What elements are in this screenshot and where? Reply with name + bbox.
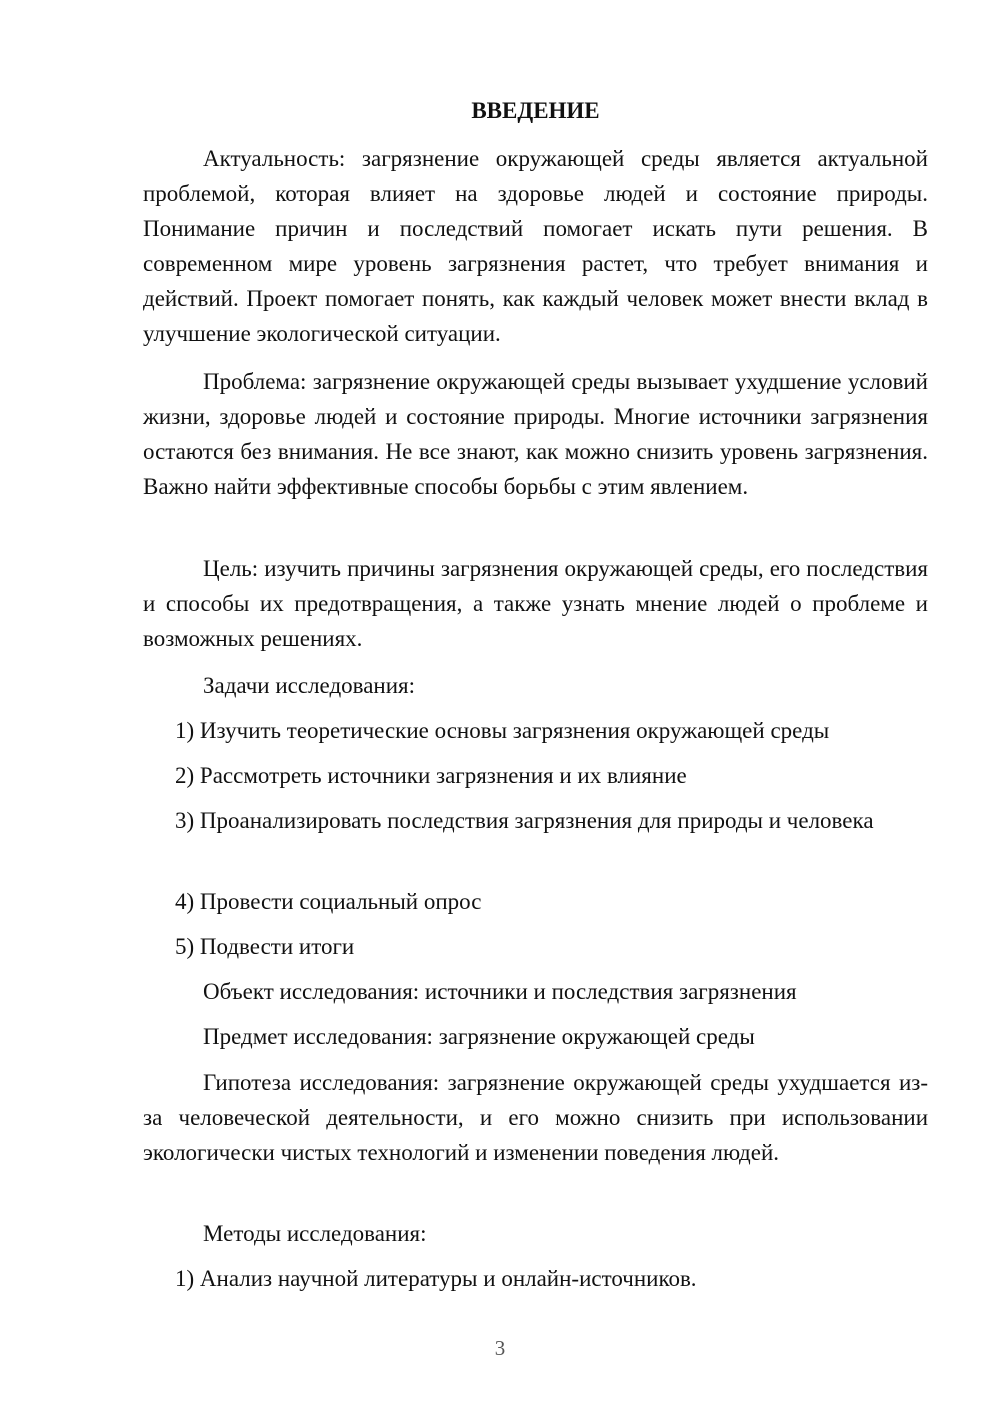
task-item-5: 5) Подвести итоги: [175, 934, 355, 959]
tasks-heading: Задачи исследования:: [203, 673, 416, 698]
problem-paragraph: Проблема: загрязнение окружающей среды вызывает ухудшение условий жизни, здоровье людей и состояние природы. Многие источники загрязнения остаются без внимания. Не все знают, как можно снизить уровень загрязнения. Важно найти эффективные способы борьбы с этим явлением.: [143, 369, 928, 499]
task-item-2: 2) Рассмотреть источники загрязнения и их влияние: [175, 763, 687, 788]
goal-paragraph: Цель: изучить причины загрязнения окружающей среды, его последствия и способы их предотвращения, а также узнать мнение людей о проблеме и возможных решениях.: [143, 556, 928, 651]
object-paragraph: Объект исследования: источники и последствия загрязнения: [203, 979, 797, 1004]
hypothesis-paragraph: Гипотеза исследования: загрязнение окружающей среды ухудшается из-за человеческой деятельности, и его можно снизить при использовании экологически чистых технологий и изменении поведения людей.: [143, 1070, 928, 1165]
subject-paragraph: Предмет исследования: загрязнение окружающей среды: [203, 1024, 755, 1049]
task-item-1: 1) Изучить теоретические основы загрязнения окружающей среды: [175, 718, 830, 743]
methods-heading: Методы исследования:: [203, 1221, 427, 1246]
page-title: ВВЕДЕНИЕ: [471, 98, 600, 123]
relevance-paragraph: Актуальность: загрязнение окружающей среды является актуальной проблемой, которая влияет на здоровье людей и состояние природы. Понимание причин и последствий помогает искать пути решения. В современном мире уровень загрязнения растет, что требует внимания и действий. Проект помогает понять, как каждый человек может внести вклад в улучшение экологической ситуации.: [143, 146, 928, 346]
method-item-1: 1) Анализ научной литературы и онлайн-источников.: [175, 1266, 697, 1291]
task-item-4: 4) Провести социальный опрос: [175, 889, 482, 914]
page-number: 3: [494, 1336, 506, 1360]
task-item-3: 3) Проанализировать последствия загрязнения для природы и человека: [175, 808, 874, 833]
